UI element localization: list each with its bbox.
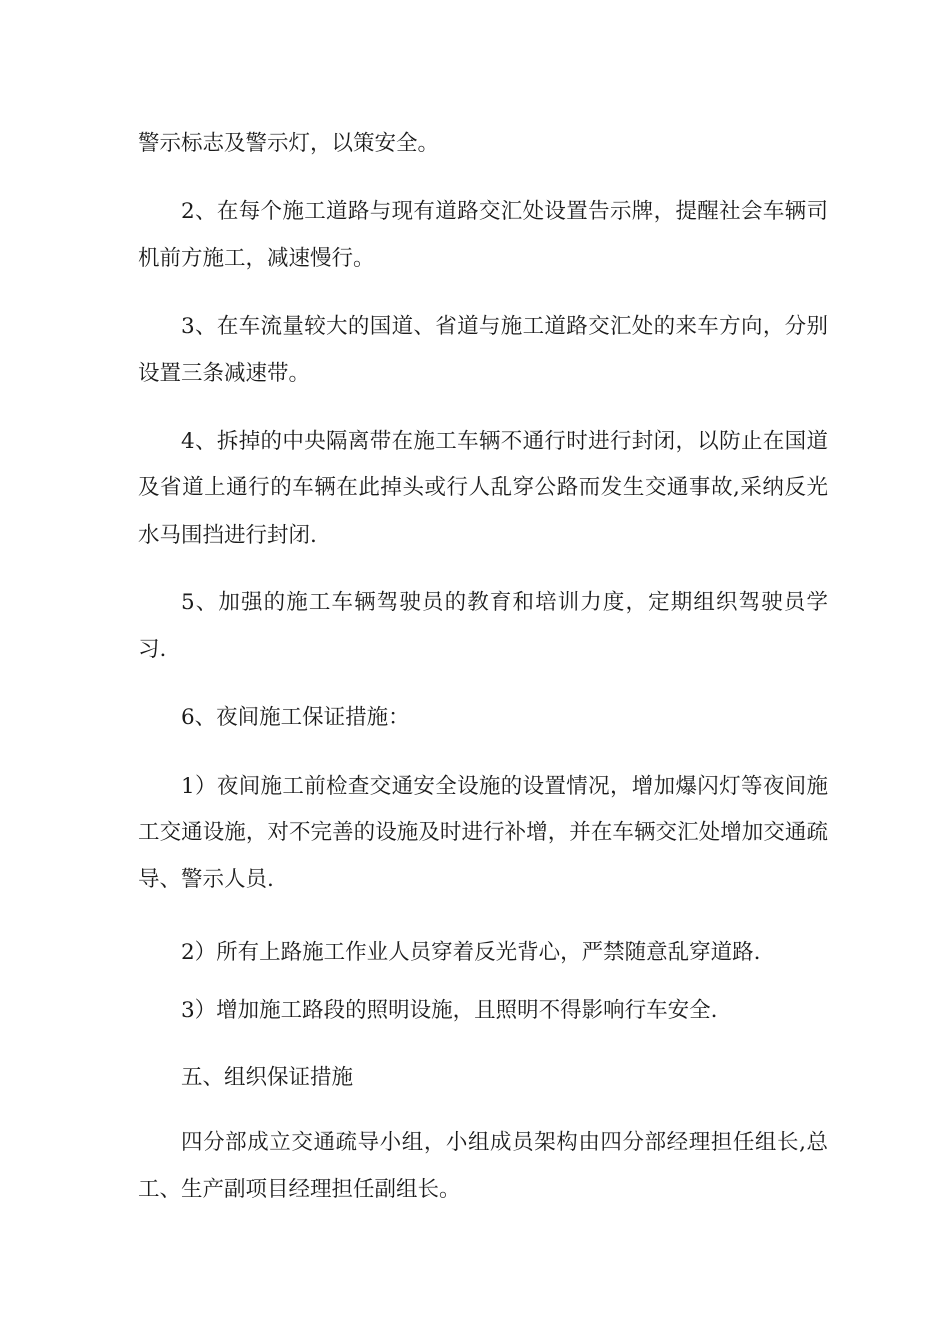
subitem-1-line-1: 1）夜间施工前检查交通安全设施的设置情况，增加爆闪灯等夜间施 [181,774,828,799]
item-4-line-3: 水马围挡进行封闭. [138,523,317,548]
section-5-paragraph-line-1: 四分部成立交通疏导小组，小组成员架构由四分部经理担任组长,总 [181,1130,828,1155]
item-2-line-1: 2、在每个施工道路与现有道路交汇处设置告示牌，提醒社会车辆司 [181,199,828,224]
section-5-paragraph-line-2: 工、生产副项目经理担任副组长。 [138,1177,461,1202]
item-2-line-2: 机前方施工，减速慢行。 [138,246,375,271]
item-5-line-2: 习. [138,637,167,662]
subitem-1-line-3: 导、警示人员. [138,867,274,892]
item-3-line-1: 3、在车流量较大的国道、省道与施工道路交汇处的来车方向，分别 [181,314,828,339]
item-5-line-1: 5、加强的施工车辆驾驶员的教育和培训力度，定期组织驾驶员学 [181,590,828,615]
item-4-line-1: 4、拆掉的中央隔离带在施工车辆不通行时进行封闭，以防止在国道 [181,429,828,454]
subitem-1-line-2: 工交通设施，对不完善的设施及时进行补增，并在车辆交汇处增加交通疏 [138,820,828,845]
item-6-heading: 6、夜间施工保证措施： [181,705,410,730]
paragraph-1-line-2: 警示标志及警示灯，以策安全。 [138,131,440,156]
item-4-line-2: 及省道上通行的车辆在此掉头或行人乱穿公路而发生交通事故,采纳反光 [138,475,828,500]
subitem-2: 2）所有上路施工作业人员穿着反光背心，严禁随意乱穿道路. [181,940,761,965]
section-5-heading: 五、组织保证措施 [181,1065,354,1090]
subitem-3: 3）增加施工路段的照明设施，且照明不得影响行车安全. [181,998,718,1023]
item-3-line-2: 设置三条减速带。 [138,361,311,386]
